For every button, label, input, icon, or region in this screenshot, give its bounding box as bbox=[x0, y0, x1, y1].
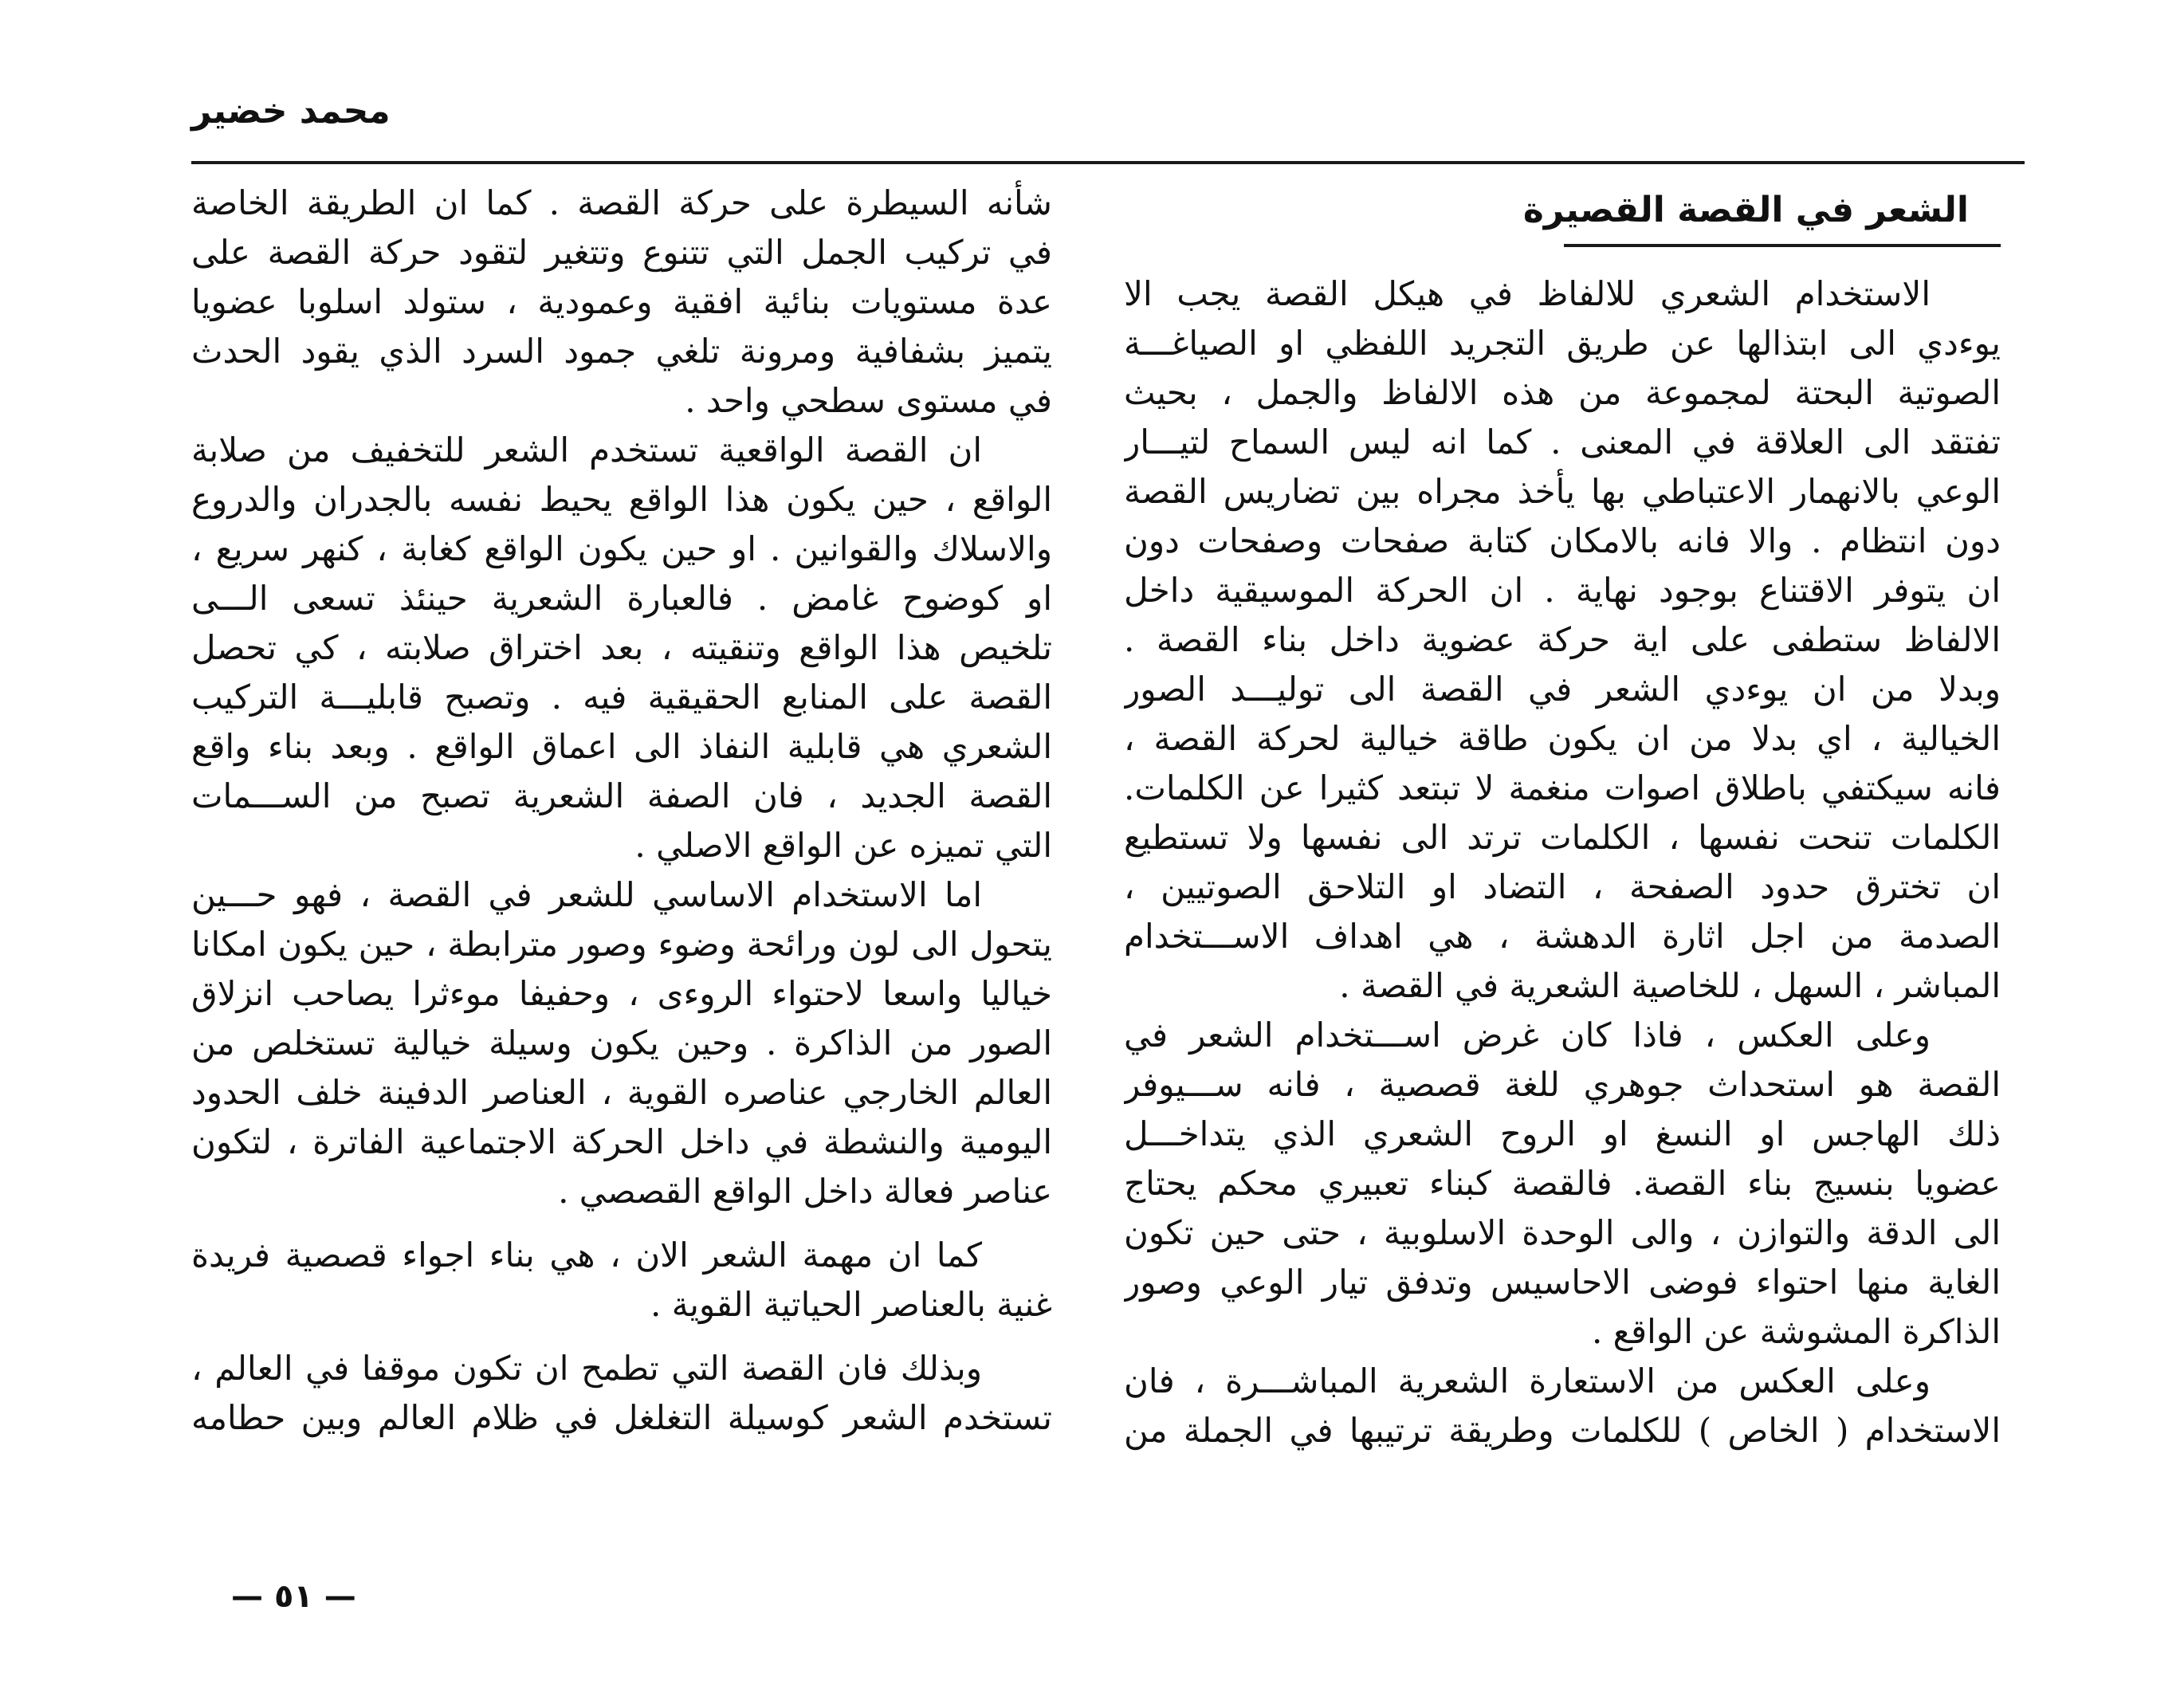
text-line: في تركيب الجمل التي تتنوع وتتغير لتقود حركة القصة على bbox=[191, 233, 1052, 272]
page-number: — ٥١ — bbox=[231, 1578, 356, 1615]
text-line: التي تميزه عن الواقع الاصلي . bbox=[634, 826, 1052, 865]
text-line: الى الدقة والتوازن ، والى الوحدة الاسلوبية ، حتى حين تكون bbox=[1124, 1213, 2001, 1252]
text-line: عضويا بنسيج بناء القصة. فالقصة كبناء تعبيري محكم يحتاج bbox=[1124, 1164, 2001, 1203]
text-line: تفتقد الى العلاقة في المعنى . كما انه ليس السماح لتيـــار bbox=[1124, 422, 2001, 462]
text-line: دون انتظام . والا فانه بالامكان كتابة صفحات وصفحات دون bbox=[1124, 521, 2001, 560]
paragraph-gap bbox=[191, 1216, 1052, 1231]
text-line: شأنه السيطرة على حركة القصة . كما ان الطريقة الخاصة bbox=[191, 183, 1052, 222]
text-line: القصة الجديد ، فان الصفة الشعرية تصبح من الســـمات bbox=[191, 776, 1052, 815]
text-line: الذاكرة المشوشة عن الواقع . bbox=[1591, 1312, 2001, 1351]
text-line: الكلمات تنحت نفسها ، الكلمات ترتد الى نفسها ولا تستطيع bbox=[1124, 818, 2001, 857]
text-line: يتميز بشفافية ومرونة تلغي جمود السرد الذي يقود الحدث bbox=[191, 332, 1052, 371]
text-line: وبذلك فان القصة التي تطمح ان تكون موقفا في العالم ، bbox=[191, 1349, 982, 1388]
author-name: محمد خضير bbox=[191, 91, 391, 132]
title-underline bbox=[1564, 244, 2001, 247]
text-line: فانه سيكتفي باطلاق اصوات منغمة لا تبتعد كثيرا عن الكلمات. bbox=[1124, 768, 2001, 807]
text-line: وعلى العكس من الاستعارة الشعرية المباشـــرة ، فان bbox=[1124, 1361, 1931, 1400]
text-line: القصة على المنابع الحقيقية فيه . وتصبح قابليـــة التركيب bbox=[191, 678, 1052, 717]
text-line: ان تخترق حدود الصفحة ، التضاد او التلاحق الصوتيين ، bbox=[1124, 867, 2001, 906]
text-line: خياليا واسعا لاحتواء الروءى ، وحفيفا موءثرا يصاحب انزلاق bbox=[191, 974, 1052, 1013]
right-text-column bbox=[1124, 269, 2001, 1455]
text-line: ان القصة الواقعية تستخدم الشعر للتخفيف من صلابة bbox=[191, 430, 982, 469]
text-line: او كوضوح غامض . فالعبارة الشعرية حينئذ تسعى الـــى bbox=[191, 579, 1052, 618]
text-line: القصة هو استحداث جوهري للغة قصصية ، فانه ســـيوفر bbox=[1124, 1065, 2001, 1104]
text-line: الالفاظ ستطفى على اية حركة عضوية داخل بناء القصة . bbox=[1124, 620, 2001, 659]
text-line: الصوتية البحتة لمجموعة من هذه الالفاظ والجمل ، بحيث bbox=[1124, 373, 2001, 412]
text-line: اما الاستخدام الاساسي للشعر في القصة ، فهو حـــين bbox=[191, 875, 982, 914]
text-line: الغاية منها احتواء فوضى الاحاسيس وتدفق تيار الوعي وصور bbox=[1124, 1263, 2001, 1302]
text-line: المباشر ، السهل ، للخاصية الشعرية في القصة . bbox=[1339, 966, 2001, 1005]
text-line: تلخيص هذا الواقع وتنقيته ، بعد اختراق صلابته ، كي تحصل bbox=[191, 628, 1052, 667]
text-line: الصدمة من اجل اثارة الدهشة ، هي اهداف الاســـتخدام bbox=[1124, 917, 2001, 956]
text-line: الاستخدام الشعري للالفاظ في هيكل القصة يجب الا bbox=[1124, 274, 1931, 313]
text-line: وبدلا من ان يوءدي الشعر في القصة الى توليـــد الصور bbox=[1124, 670, 2001, 709]
text-line: الشعري هي قابلية النفاذ الى اعماق الواقع . وبعد بناء واقع bbox=[191, 727, 1052, 766]
text-line: الوعي بالانهمار الاعتباطي بها يأخذ مجراه بين تضاريس القصة bbox=[1124, 472, 2001, 511]
left-text-column bbox=[191, 179, 1052, 1443]
text-line: عناصر فعالة داخل الواقع القصصي . bbox=[558, 1172, 1052, 1211]
text-line: عدة مستويات بنائية افقية وعمودية ، ستولد اسلوبا عضويا bbox=[191, 282, 1052, 321]
text-line: غنية بالعناصر الحياتية القوية . bbox=[650, 1285, 1052, 1324]
text-line: الخيالية ، اي بدلا من ان يكون طاقة خيالية لحركة القصة ، bbox=[1124, 719, 2001, 758]
text-line: تستخدم الشعر كوسيلة التغلغل في ظلام العالم وبين حطامه bbox=[191, 1398, 1052, 1437]
text-line: ان يتوفر الاقتناع بوجود نهاية . ان الحركة الموسيقية داخل bbox=[1124, 571, 2001, 610]
text-line: ذلك الهاجس او النسغ او الروح الشعري الذي يتداخـــل bbox=[1124, 1114, 2001, 1153]
text-line: في مستوى سطحي واحد . bbox=[685, 381, 1052, 420]
section-title: الشعر في القصة القصيرة bbox=[1522, 190, 1969, 230]
text-line: كما ان مهمة الشعر الان ، هي بناء اجواء قصصية فريدة bbox=[191, 1235, 982, 1275]
text-line: والاسلاك والقوانين . او حين يكون الواقع كغابة ، كنهر سريع ، bbox=[191, 529, 1052, 568]
text-line: العالم الخارجي عناصره القوية ، العناصر الدفينة خلف الحدود bbox=[191, 1073, 1052, 1112]
text-line: اليومية والنشطة في داخل الحركة الاجتماعية الفاترة ، لتكون bbox=[191, 1122, 1052, 1161]
header-rule bbox=[191, 161, 2025, 164]
text-line: وعلى العكس ، فاذا كان غرض اســـتخدام الشعر في bbox=[1124, 1015, 1931, 1055]
paragraph-gap bbox=[191, 1330, 1052, 1344]
text-line: الواقع ، حين يكون هذا الواقع يحيط نفسه بالجدران والدروع bbox=[191, 480, 1052, 519]
text-line: يوءدي الى ابتذالها عن طريق التجريد اللفظي او الصياغـــة bbox=[1124, 324, 2001, 363]
text-line: الاستخدام ( الخاص ) للكلمات وطريقة ترتيبها في الجملة من bbox=[1124, 1411, 2001, 1450]
text-line: الصور من الذاكرة . وحين يكون وسيلة خيالية تستخلص من bbox=[191, 1023, 1052, 1063]
text-line: يتحول الى لون ورائحة وضوء وصور مترابطة ، حين يكون امكانا bbox=[191, 925, 1052, 964]
